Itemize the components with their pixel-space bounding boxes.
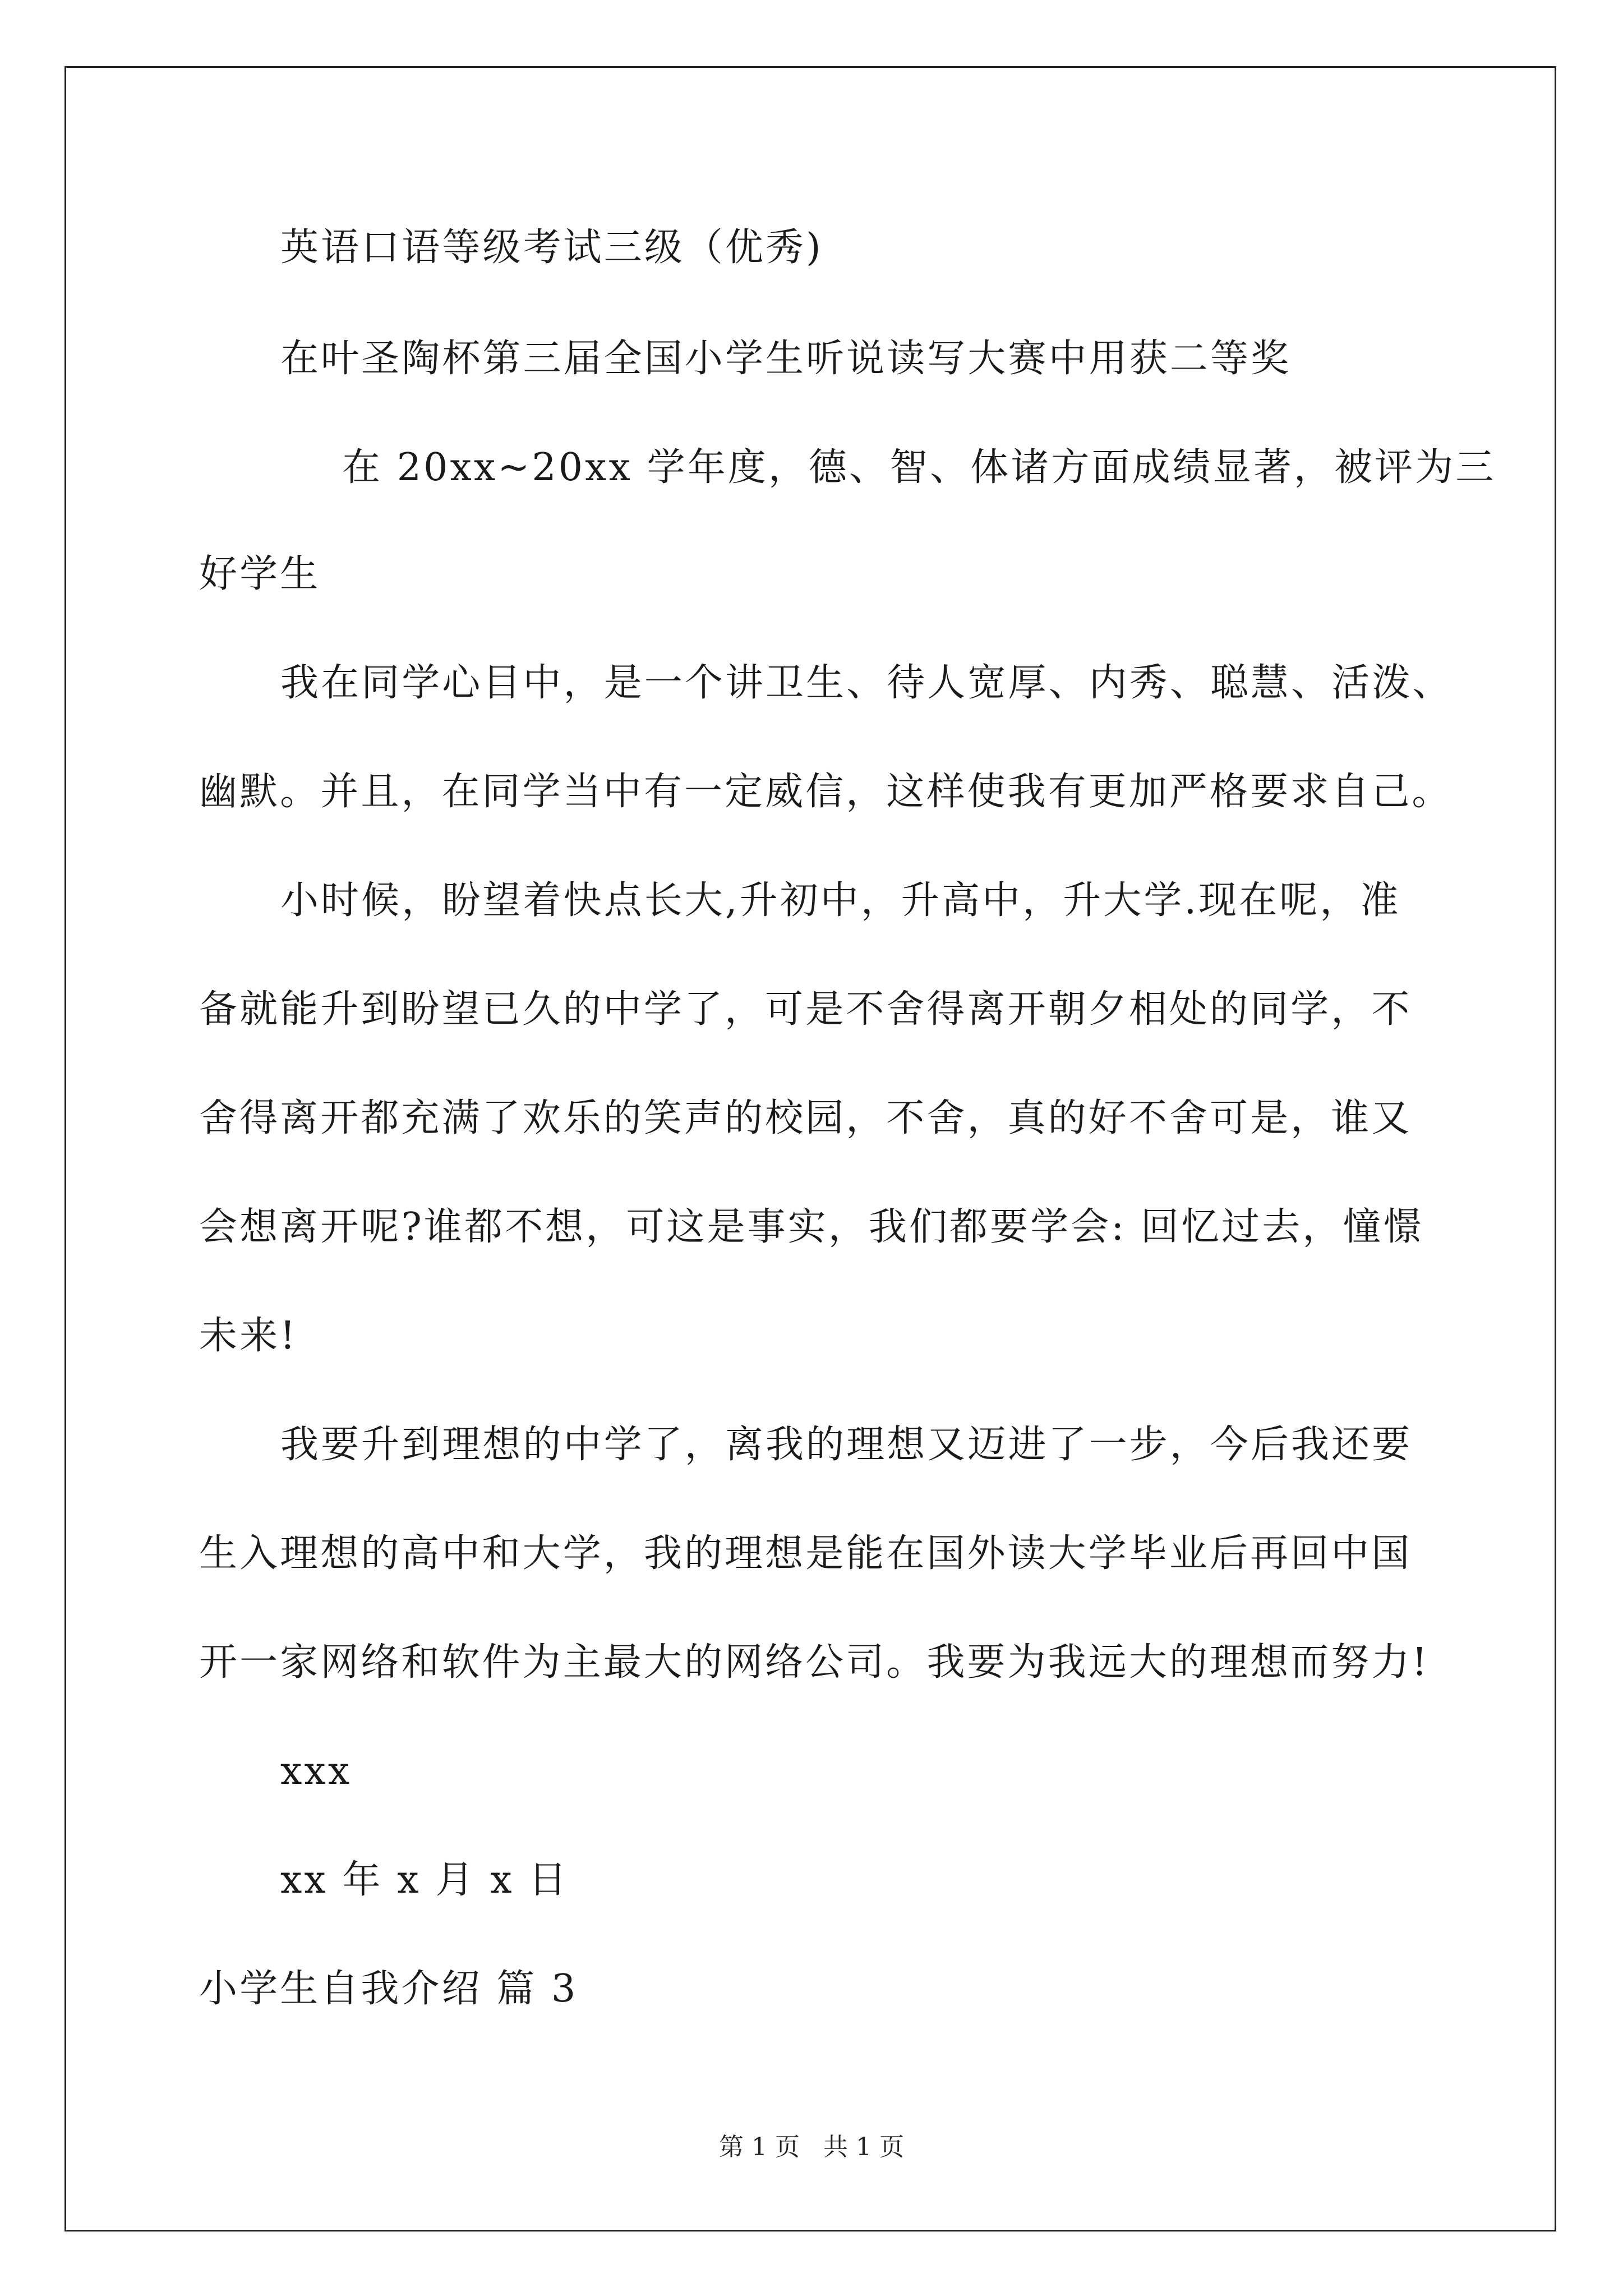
signature-date: xx 年 x 月 x 日 xyxy=(280,1858,569,1902)
signature-name: xxx xyxy=(280,1749,352,1793)
text-line-14: 开一家网络和软件为主最大的网络公司。我要为我远大的理想而努力! xyxy=(199,1640,1430,1685)
text-line-4: 好学生 xyxy=(199,552,321,596)
text-line-13: 生入理想的高中和大学，我的理想是能在国外读大学毕业后再回中国 xyxy=(199,1531,1412,1576)
text-line-11: 未来! xyxy=(199,1314,298,1358)
text-line-9: 舍得离开都充满了欢乐的笑声的校园，不舍，真的好不舍可是，谁又 xyxy=(199,1096,1412,1140)
text-line-1: 英语口语等级考试三级（优秀) xyxy=(280,226,823,270)
page-footer: 第 1 页 共 1 页 xyxy=(719,2133,904,2161)
text-line-3: 在 20xx~20xx 学年度，德、智、体诸方面成绩显著，被评为三 xyxy=(342,445,1496,490)
text-line-10: 会想离开呢?谁都不想，可这是事实，我们都要学会: 回忆过去，憧憬 xyxy=(199,1205,1424,1249)
section-heading: 小学生自我介绍 篇 3 xyxy=(199,1967,578,2011)
text-line-5: 我在同学心目中，是一个讲卫生、待人宽厚、内秀、聪慧、活泼、 xyxy=(280,661,1453,705)
text-line-6: 幽默。并且，在同学当中有一定威信，这样使我有更加严格要求自己。 xyxy=(199,770,1453,814)
text-line-7: 小时候，盼望着快点长大,升初中，升高中，升大学.现在呢，准 xyxy=(280,878,1401,923)
text-line-2: 在叶圣陶杯第三届全国小学生听说读写大赛中用获二等奖 xyxy=(280,337,1292,381)
text-line-8: 备就能升到盼望已久的中学了，可是不舍得离开朝夕相处的同学，不 xyxy=(199,987,1412,1032)
page-frame xyxy=(64,66,1556,2231)
text-line-12: 我要升到理想的中学了，离我的理想又迈进了一步，今后我还要 xyxy=(280,1423,1413,1467)
